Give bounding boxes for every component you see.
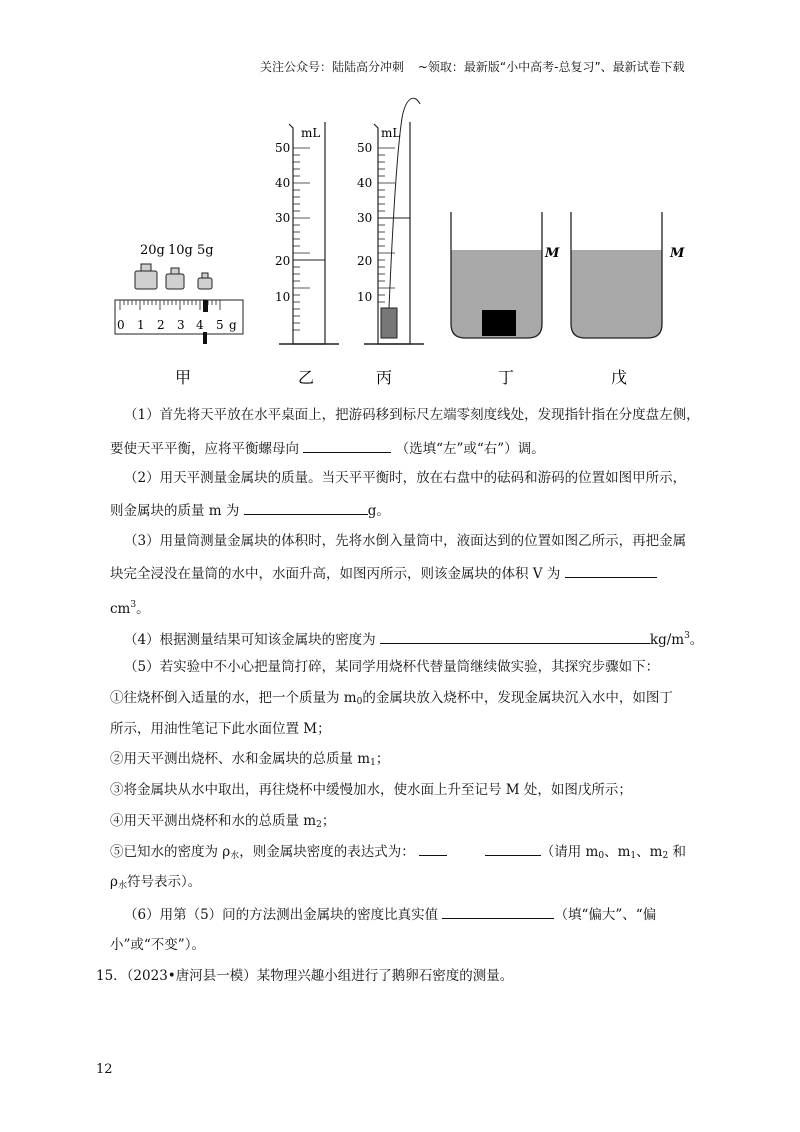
q2-line-a: （2）用天平测量金属块的质量。当天平平衡时，放在右盘中的砝码和游码的位置如图甲所示， [124, 470, 687, 486]
q2-answer-blank[interactable] [244, 500, 368, 515]
q3-line-a: （3）用量筒测量金属块的体积时，先将水倒入量筒中，液面达到的位置如图乙所示，再把金属 [124, 533, 687, 549]
panel-label-jia: 甲 [175, 368, 192, 387]
header-left: 关注公众号：陆陆高分冲刺 [260, 60, 405, 74]
q3-answer-blank[interactable] [565, 563, 657, 578]
q5-step1-a: ①往烧杯倒入适量的水，把一个质量为 $m_0$的金属块放入烧杯中，发现金属块沉入水中，如图丁 [110, 690, 673, 707]
cylinder-b-mark-50: 50 [275, 141, 291, 155]
header-right: ~领取：最新版“小中高考-总复习”、最新试卷下载 [417, 60, 685, 74]
q5-step2: ②用天平测出烧杯、水和金属块的总质量 $m_1$； [110, 751, 390, 768]
beaker-d-mark: M [545, 246, 560, 261]
q6-line-b: 小”或“不变”）。 [110, 937, 205, 953]
q4-line: （4）根据测量结果可知该金属块的密度为 $kg/m^3$。 [124, 631, 704, 648]
cylinder-c-mark-20: 20 [357, 254, 373, 268]
experiment-figure [0, 88, 800, 388]
weight-5g-label: 5g [197, 243, 214, 258]
metal-block-cylinder [381, 308, 397, 338]
ruler-tick-4: 4 [196, 318, 204, 332]
weight-5g [198, 278, 212, 289]
q5-step4: ④用天平测出烧杯和水的总质量 $m_2$； [110, 813, 336, 830]
weight-20g-label: 20g [140, 243, 165, 258]
ruler-tick-2: 2 [157, 318, 165, 332]
balance-weights-panel [115, 243, 243, 344]
page-number: 12 [96, 1062, 113, 1077]
cylinder-c-mark-50: 50 [357, 141, 373, 155]
q5-intro: （5）若实验中不小心把量筒打碎，某同学用烧杯代替量筒继续做实验，其探究步骤如下： [124, 659, 660, 675]
cylinder-b-mark-30: 30 [275, 211, 291, 225]
ruler-tick-0: 0 [117, 318, 125, 332]
q5-step3: ③将金属块从水中取出，再往烧杯中缓慢加水，使水面上升至记号 M 处，如图戊所示； [110, 782, 632, 798]
q3-line-b: 块完全浸没在量筒的水中，水面升高，如图丙所示，则该金属块的体积 V 为 [110, 563, 657, 584]
q5-answer-blank-2[interactable] [485, 841, 541, 856]
q1-answer-blank[interactable] [303, 438, 391, 453]
cylinder-b-unit: mL [301, 126, 321, 140]
slider-rider [203, 300, 208, 312]
q5-answer-blank-1[interactable] [419, 841, 447, 856]
beaker-d-panel [451, 212, 560, 338]
q5-step5-a: ⑤已知水的密度为 $\rho_水$，则金属块密度的表达式为： （请用 $m_0$、$m_1$、$m_2$ 和 [110, 841, 686, 866]
cylinder-c-mark-30: 30 [357, 211, 373, 225]
panel-label-ding: 丁 [498, 368, 515, 387]
q1-line-a: （1）首先将天平放在水平桌面上，把游码移到标尺左端零刻度线处，发现指针指在分度盘左侧， [124, 407, 700, 423]
page-header [260, 58, 685, 75]
cylinder-c-unit: mL [381, 126, 401, 140]
cylinder-b-mark-10: 10 [275, 290, 291, 304]
ruler-tick-5: 5 [216, 318, 224, 332]
q5-step5-b: $\rho_水$符号表示）。 [110, 874, 202, 891]
question-15-title: 15．（2023•唐河县一模）某物理兴趣小组进行了鹅卵石密度的测量。 [96, 968, 514, 984]
cylinder-c-mark-10: 10 [357, 290, 373, 304]
metal-block-beaker [482, 310, 516, 336]
beaker-e-panel [571, 212, 685, 338]
cylinder-b-mark-20: 20 [275, 254, 291, 268]
cylinder-b-panel [275, 122, 339, 344]
ruler-tick-3: 3 [177, 318, 185, 332]
beaker-e-mark: M [670, 246, 685, 261]
q6-answer-blank[interactable] [442, 904, 554, 919]
ruler-unit: g [229, 318, 237, 332]
panel-label-bing: 丙 [376, 368, 393, 387]
panel-label-yi: 乙 [298, 368, 315, 387]
q1-line-b: 要使天平平衡，应将平衡螺母向 （选填“左”或“右”）调。 [110, 438, 545, 459]
q2-line-b: 则金属块的质量 m 为 g。 [110, 500, 390, 521]
weight-20g [135, 271, 157, 289]
q4-answer-blank[interactable] [380, 629, 650, 644]
q3-line-c: $cm^3$。 [110, 600, 150, 617]
cylinder-b-mark-40: 40 [275, 176, 291, 190]
weight-10g-label: 10g [168, 243, 193, 258]
q5-step1-b: 所示，用油性笔记下此水面位置 M； [110, 721, 331, 737]
cylinder-c-panel [357, 98, 424, 344]
weight-10g [166, 274, 184, 289]
panel-label-wu: 戊 [611, 368, 628, 387]
q6-line-a: （6）用第（5）问的方法测出金属块的密度比真实值 （填“偏大”、“偏 [124, 904, 656, 925]
ruler-tick-1: 1 [137, 318, 145, 332]
cylinder-c-mark-40: 40 [357, 176, 373, 190]
